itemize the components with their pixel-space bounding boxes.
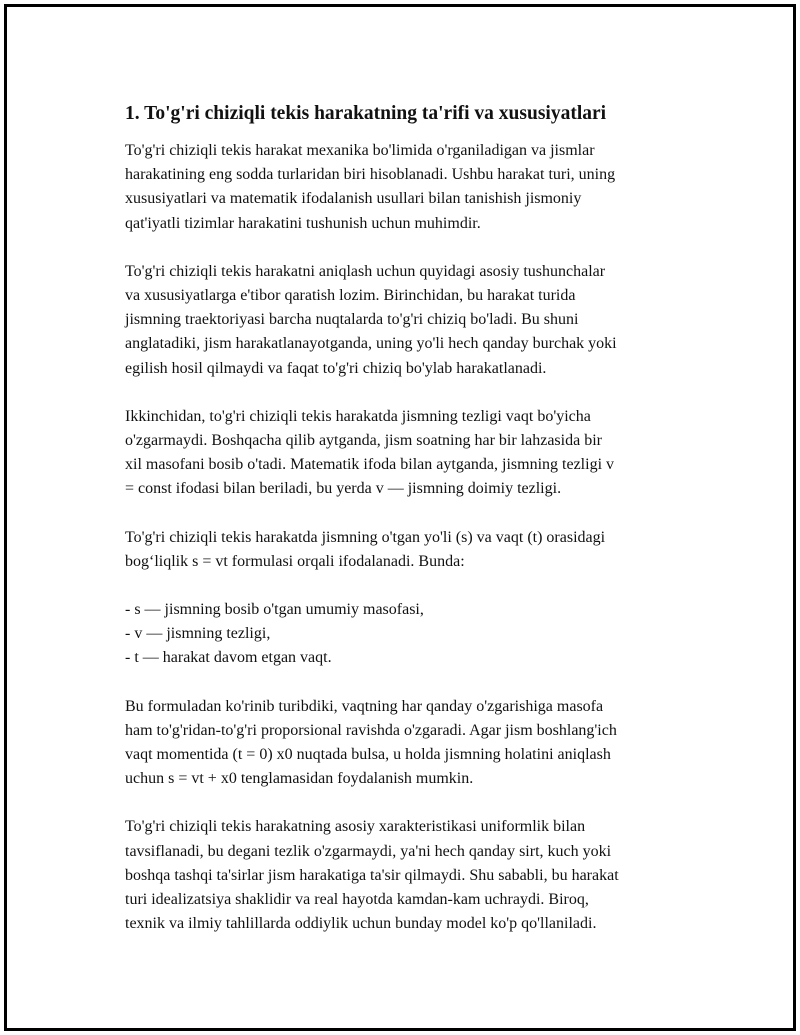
paragraph-velocity — [125, 405, 705, 502]
text-line: Ikkinchidan, to'g'ri chiziqli tekis harakatda jismning tezligi vaqt bo'yicha — [125, 407, 591, 425]
paragraph-proportionality — [125, 695, 705, 792]
paragraph-definitions-list — [125, 598, 705, 671]
text-line: xil masofani bosib o'tadi. Matematik ifoda bilan aytganda, jismning tezligi v — [125, 456, 615, 474]
list-item: - v — jismning tezligi, — [125, 625, 271, 643]
paragraph-trajectory — [125, 260, 705, 381]
text-line: jismning traektoriyasi barcha nuqtalarda to'g'ri chiziq bo'ladi. Bu shuni — [125, 311, 579, 329]
text-line: turi idealizatsiya shaklidir va real hayotda kamdan-kam uchraydi. Biroq, — [125, 891, 589, 909]
page-frame — [4, 4, 796, 1031]
text-line: To'g'ri chiziqli tekis harakatni aniqlash uchun quyidagi asosiy tushunchalar — [125, 262, 606, 280]
text-line: To'g'ri chiziqli tekis harakatning asosiy xarakteristikasi uniformlik bilan — [125, 818, 586, 836]
list-item: - s — jismning bosib o'tgan umumiy masofasi, — [125, 601, 424, 619]
text-line: boshqa tashqi ta'sirlar jism harakatiga ta'sir qilmaydi. Shu sababli, bu harakat — [125, 866, 619, 884]
text-line: vaqt momentida (t = 0) x0 nuqtada bulsa, u holda jismning holatini aniqlash — [125, 746, 611, 764]
paragraph-uniformity — [125, 815, 705, 936]
text-line: texnik va ilmiy tahlillarda oddiylik uchun bunday model ko'p qo'llaniladi. — [125, 915, 597, 933]
paragraph-formula — [125, 526, 705, 574]
text-line: xususiyatlari va matematik ifodalanish usullari bilan tanishish jismoniy — [125, 190, 582, 208]
list-item: - t — harakat davom etgan vaqt. — [125, 649, 332, 667]
text-line: ham to'g'ridan-to'g'ri proporsional ravishda o'zgaradi. Agar jism boshlang'ich — [125, 721, 617, 739]
text-line: o'zgarmaydi. Boshqacha qilib aytganda, jism soatning har bir lahzasida bir — [125, 432, 602, 450]
text-line: qat'iyatli tizimlar harakatini tushunish uchun muhimdir. — [125, 214, 481, 232]
text-line: To'g'ri chiziqli tekis harakat mexanika bo'limida o'rganiladigan va jismlar — [125, 142, 595, 159]
text-line: harakatining eng sodda turlaridan biri hisoblanadi. Ushbu harakat turi, uning — [125, 166, 616, 184]
text-line: anglatadiki, jism harakatlanayotganda, uning yo'li hech qanday burchak yoki — [125, 335, 617, 353]
section-heading: 1. To'g'ri chiziqli tekis harakatning ta'rifi va xususiyatlari — [125, 103, 607, 124]
paragraph-intro — [125, 139, 705, 236]
text-line: tavsiflanadi, bu degani tezlik o'zgarmaydi, ya'ni hech qanday sirt, kuch yoki — [125, 842, 612, 860]
text-line: egilish hosil qilmaydi va faqat to'g'ri chiziq bo'ylab harakatlanadi. — [125, 359, 547, 377]
text-line: = const ifodasi bilan beriladi, bu yerda v — jismning doimiy tezligi. — [125, 480, 562, 498]
text-line: To'g'ri chiziqli tekis harakatda jismning o'tgan yo'li (s) va vaqt (t) orasidagi — [125, 528, 606, 546]
text-line: bog‘liqlik s = vt formulasi orqali ifodalanadi. Bunda: — [125, 552, 465, 570]
document-body — [125, 101, 705, 960]
text-line: uchun s = vt + x0 tenglamasidan foydalanish mumkin. — [125, 770, 474, 788]
text-line: Bu formuladan ko'rinib turibdiki, vaqtning har qanday o'zgarishiga masofa — [125, 697, 604, 715]
text-line: va xususiyatlarga e'tibor qaratish lozim. Birinchidan, bu harakat turida — [125, 287, 576, 305]
